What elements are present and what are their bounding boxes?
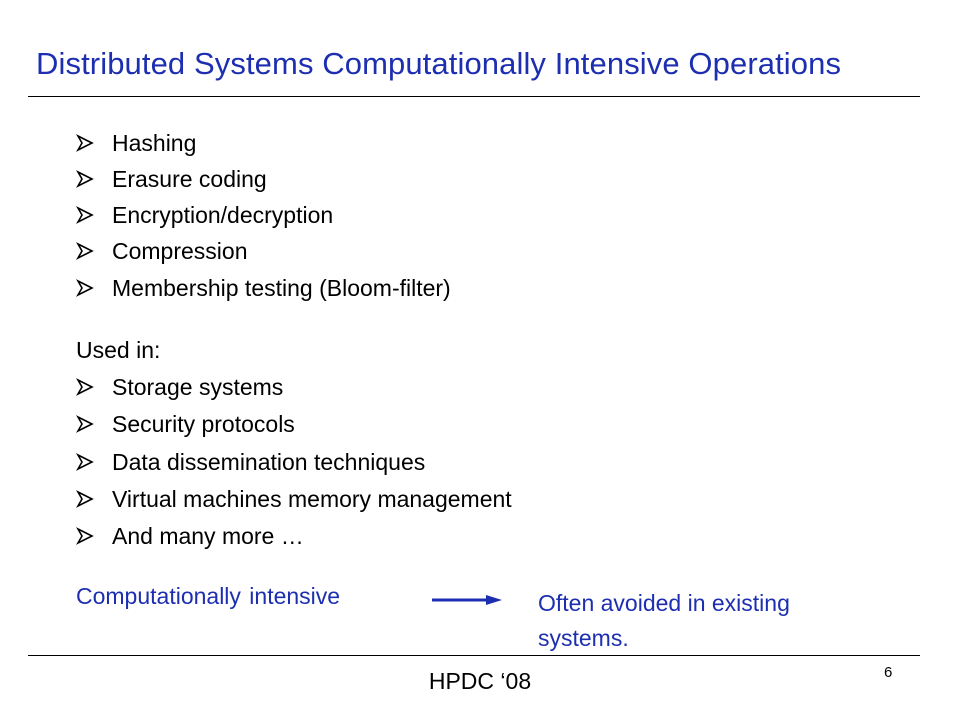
- page-number: 6: [884, 664, 893, 681]
- list-item-label: Security protocols: [112, 410, 295, 437]
- list-item-label: Data dissemination techniques: [112, 448, 426, 475]
- arrowhead-bullet-icon: [76, 378, 94, 396]
- list-item: [76, 481, 512, 517]
- list-item: [76, 270, 451, 306]
- list-item-label: Storage systems: [112, 373, 284, 400]
- right-arrow-icon: [432, 592, 504, 608]
- list-item-label: Encryption/decryption: [112, 201, 334, 228]
- arrowhead-bullet-icon: [76, 206, 94, 224]
- list-item-label: Hashing: [112, 129, 197, 156]
- footer-divider: [28, 655, 920, 656]
- arrowhead-bullet-icon: [76, 134, 94, 152]
- list-item: [76, 444, 425, 480]
- list-item: [76, 406, 295, 442]
- used-in-heading: Used in:: [76, 337, 161, 363]
- list-item: [76, 197, 333, 233]
- list-item: [76, 161, 267, 197]
- arrowhead-bullet-icon: [76, 490, 94, 508]
- arrowhead-bullet-icon: [76, 279, 94, 297]
- list-item: [76, 233, 248, 269]
- conclusion-note: Often avoided in existing systems.: [538, 590, 790, 651]
- list-item: [76, 369, 283, 405]
- arrowhead-bullet-icon: [76, 453, 94, 471]
- list-item-label: Membership testing (Bloom-filter): [112, 274, 451, 301]
- arrowhead-bullet-icon: [76, 415, 94, 433]
- arrowhead-bullet-icon: [76, 527, 94, 545]
- list-item-label: And many more …: [112, 522, 304, 549]
- conclusion-label: Computationally intensive: [76, 583, 341, 609]
- list-item-label: Compression: [112, 237, 248, 264]
- list-item-label: Erasure coding: [112, 165, 267, 192]
- footer-text: HPDC ‘08: [428, 668, 532, 694]
- title-divider: [28, 96, 920, 97]
- arrowhead-bullet-icon: [76, 242, 94, 260]
- list-item: [76, 518, 304, 554]
- list-item: [76, 125, 196, 161]
- list-item-label: Virtual machines memory management: [112, 485, 512, 512]
- slide-title: Distributed Systems Computationally Intensive Operations: [36, 46, 842, 81]
- arrowhead-bullet-icon: [76, 170, 94, 188]
